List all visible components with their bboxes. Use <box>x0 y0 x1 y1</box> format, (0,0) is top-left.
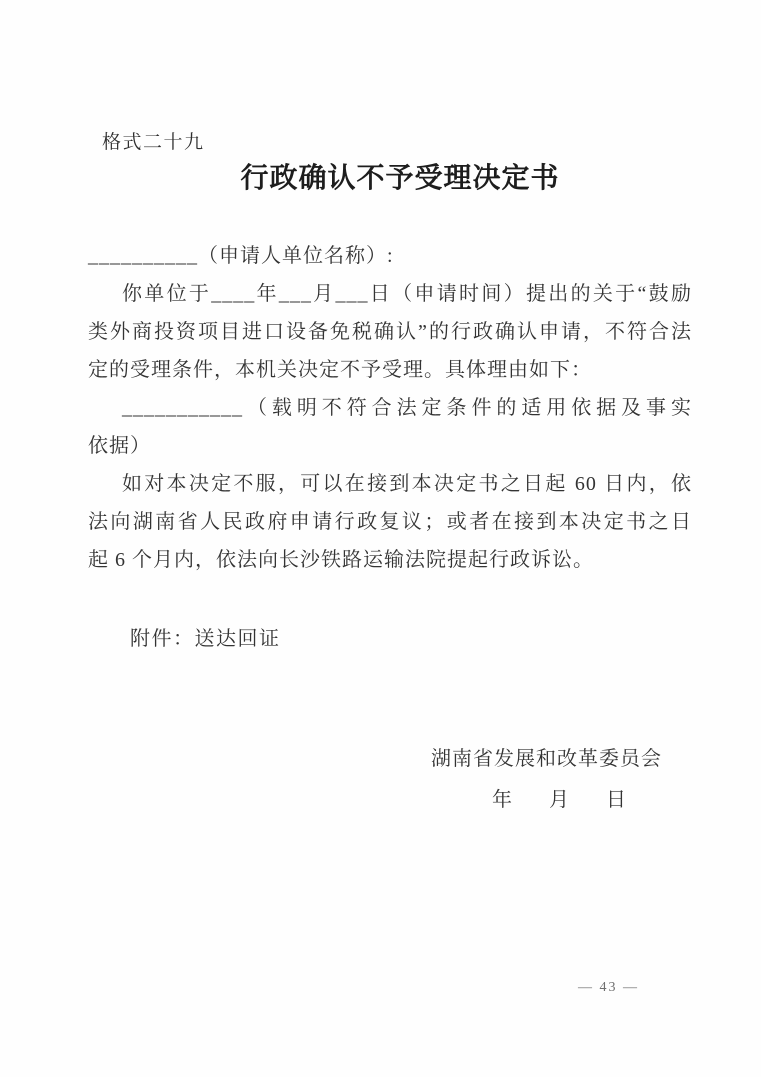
salutation-line: __________（申请人单位名称）: <box>88 245 394 267</box>
body-line-blank-reason: ___________（载明不符合法定条件的适用依据及事实 <box>122 397 692 419</box>
date-day-label: 日 <box>606 789 626 811</box>
date-month-label: 月 <box>549 789 569 811</box>
document-title: 行政确认不予受理决定书 <box>240 163 560 194</box>
body-line: 类外商投资项目进口设备免税确认”的行政确认申请，不符合法 <box>88 321 692 343</box>
date-year-label: 年 <box>492 789 512 811</box>
body-line: 起 6 个月内，依法向长沙铁路运输法院提起行政诉讼。 <box>88 549 594 571</box>
body-line: 法向湖南省人民政府申请行政复议；或者在接到本决定书之日 <box>88 511 692 533</box>
body-line: 定的受理条件，本机关决定不予受理。具体理由如下： <box>88 359 592 381</box>
body-line: 依据） <box>88 435 151 457</box>
format-label: 格式二十九 <box>102 132 205 153</box>
date-line <box>492 787 626 813</box>
body-line: 如对本决定不服，可以在接到本决定书之日起 60 日内，依 <box>122 473 692 495</box>
issuer-signature: 湖南省发展和改革委员会 <box>431 748 662 770</box>
page-number: — 43 — <box>578 980 639 995</box>
attachment-note: 附件：送达回证 <box>130 628 281 650</box>
body-line: 你单位于____年___月___日（申请时间）提出的关于“鼓励 <box>122 283 692 305</box>
document-body <box>88 237 692 579</box>
